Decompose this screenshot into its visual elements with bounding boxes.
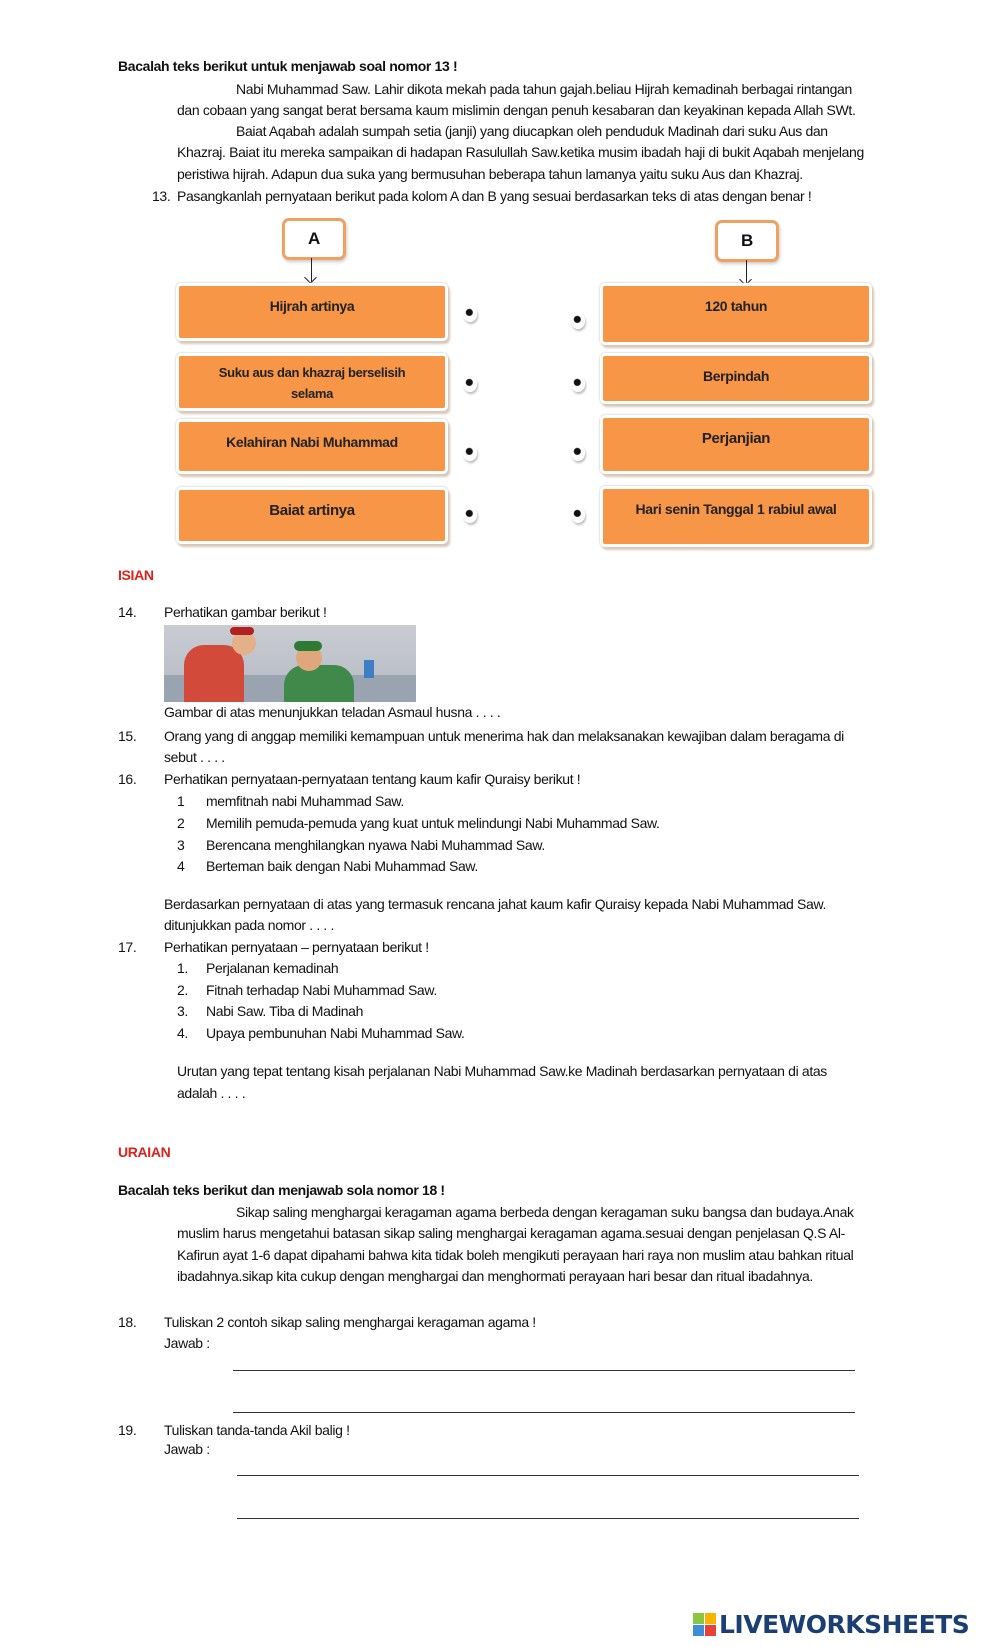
q18-paragraph-line: Sikap saling menghargai keragaman agama berbeda dengan keragaman suku bangsa dan budaya.Anak [236, 1204, 854, 1220]
connector-dot-b2[interactable] [571, 376, 585, 392]
match-b-item[interactable]: Hari senin Tanggal 1 rabiul awal [600, 486, 872, 547]
q17-item: Upaya pembunuhan Nabi Muhammad Saw. [206, 1025, 465, 1041]
q13-paragraph-line: Baiat Aqabah adalah sumpah setia (janji) yang diucapkan oleh penduduk Madinah dari suku Aus dan [236, 123, 828, 139]
connector-dot-a4[interactable] [463, 507, 477, 523]
q16-item: Memilih pemuda-pemuda yang kuat untuk melindungi Nabi Muhammad Saw. [206, 815, 660, 831]
q16-question: Perhatikan pernyataan-pernyataan tentang kaum kafir Quraisy berikut ! [164, 771, 581, 787]
column-b-header: B [715, 220, 779, 262]
q17-item-number: 2. [177, 982, 188, 998]
match-a-item[interactable]: Suku aus dan khazraj berselisih selama [176, 353, 448, 411]
logo-live-blocks-icon [693, 1613, 716, 1636]
q13-paragraph-line: dan cobaan yang sangat berat bersama kaum mislimin dengan penuh kesabaran dan keyakinan kepada Allah SWt. [177, 102, 856, 118]
q19-answer-line-2[interactable] [237, 1518, 859, 1519]
q19-number: 19. [118, 1422, 137, 1438]
q16-number: 16. [118, 771, 137, 787]
q19-question: Tuliskan tanda-tanda Akil balig ! [164, 1422, 350, 1438]
q18-number: 18. [118, 1314, 137, 1330]
q17-item-number: 3. [177, 1003, 188, 1019]
q17-followup: Urutan yang tepat tentang kisah perjalanan Nabi Muhammad Saw.ke Madinah berdasarkan pernyataan di atas [177, 1063, 827, 1079]
match-a-item[interactable]: Baiat artinya [176, 487, 448, 544]
q18-paragraph-line: muslim harus mengetahui batasan sikap saling menghargai keragaman agama.sesuai dengan penjelasan Q.S Al- [177, 1225, 845, 1241]
q17-item-number: 4. [177, 1025, 188, 1041]
logo-text: LIVEWORKSHEETS [719, 1610, 970, 1639]
q16-item-number: 3 [177, 837, 185, 853]
match-a-item[interactable]: Hijrah artinya [176, 283, 448, 341]
q18-instruction: Bacalah teks berikut dan menjawab sola nomor 18 ! [118, 1182, 445, 1198]
q16-item: Berencana menghilangkan nyawa Nabi Muhammad Saw. [206, 837, 545, 853]
connector-dot-b3[interactable] [571, 445, 585, 461]
connector-dot-b1[interactable] [571, 313, 585, 329]
q17-question: Perhatikan pernyataan – pernyataan berikut ! [164, 939, 429, 955]
q13-paragraph-line: Khazraj. Baiat itu mereka sampaikan di hadapan Rasulullah Saw.ketika musim ibadah haji di bukit Aqabah menjelang [177, 144, 864, 160]
match-b-item[interactable]: Berpindah [600, 353, 872, 404]
q16-item-number: 2 [177, 815, 185, 831]
q16-item-number: 1 [177, 793, 185, 809]
liveworksheets-logo [693, 1610, 969, 1639]
q19-answer-line-1[interactable] [237, 1475, 859, 1476]
section-isian-title: ISIAN [118, 567, 154, 583]
q17-item: Nabi Saw. Tiba di Madinah [206, 1003, 364, 1019]
q17-number: 17. [118, 939, 137, 955]
q13-question: Pasangkanlah pernyataan berikut pada kolom A dan B yang sesuai berdasarkan teks di atas dengan benar ! [177, 188, 812, 204]
connector-dot-a1[interactable] [463, 306, 477, 322]
q14-question: Perhatikan gambar berikut ! [164, 604, 327, 620]
q15-line: sebut . . . . [164, 749, 225, 765]
q17-followup: adalah . . . . [177, 1085, 246, 1101]
q18-answer-label: Jawab : [164, 1335, 210, 1351]
q16-item: Berteman baik dengan Nabi Muhammad Saw. [206, 858, 478, 874]
q15-number: 15. [118, 728, 137, 744]
q15-line: Orang yang di anggap memiliki kemampuan untuk menerima hak dan melaksanakan kewajiban dalam beragama di [164, 728, 844, 744]
connector-dot-a3[interactable] [463, 445, 477, 461]
connector-dot-b4[interactable] [571, 507, 585, 523]
q18-paragraph-line: ibadahnya.sikap kita cukup dengan menghargai dan menghormati perayaan hari besar dan ritual ibadahnya. [177, 1268, 813, 1284]
match-a-item[interactable]: Kelahiran Nabi Muhammad [176, 419, 448, 474]
q16-followup: ditunjukkan pada nomor . . . . [164, 917, 335, 933]
q18-answer-line-2[interactable] [233, 1412, 855, 1413]
q14-number: 14. [118, 604, 137, 620]
q18-answer-line-1[interactable] [233, 1370, 855, 1371]
match-b-item[interactable]: Perjanjian [600, 415, 872, 474]
section-uraian-title: URAIAN [118, 1144, 171, 1160]
q16-item: memfitnah nabi Muhammad Saw. [206, 793, 404, 809]
q18-paragraph-line: Kafirun ayat 1-6 dapat dipahami bahwa kita tidak boleh mengikuti perayaan hari raya non muslim atau bahkan ritual [177, 1247, 854, 1263]
q17-item-number: 1. [177, 960, 188, 976]
q13-instruction: Bacalah teks berikut untuk menjawab soal nomor 13 ! [118, 58, 458, 74]
q19-answer-label: Jawab : [164, 1441, 210, 1457]
q18-question: Tuliskan 2 contoh sikap saling menghargai keragaman agama ! [164, 1314, 536, 1330]
arrow-down-icon [311, 258, 312, 282]
q13-paragraph-line: peristiwa hijrah. Adapun dua suka yang bermusuhan beberapa tahun lamanya yaitu suku Aus dan Khazraj. [177, 166, 803, 182]
q16-item-number: 4 [177, 858, 185, 874]
match-b-item[interactable]: 120 tahun [600, 283, 872, 345]
q17-item: Perjalanan kemadinah [206, 960, 339, 976]
q17-item: Fitnah terhadap Nabi Muhammad Saw. [206, 982, 437, 998]
arrow-down-icon [746, 260, 747, 284]
connector-dot-a2[interactable] [463, 376, 477, 392]
q14-followup: Gambar di atas menunjukkan teladan Asmaul husna . . . . [164, 704, 501, 720]
q13-paragraph-line: Nabi Muhammad Saw. Lahir dikota mekah pada tahun gajah.beliau Hijrah kemadinah berbagai rintangan [236, 81, 852, 97]
q16-followup: Berdasarkan pernyataan di atas yang termasuk rencana jahat kaum kafir Quraisy kepada Nabi Muhammad Saw. [164, 896, 826, 912]
q13-number: 13. [152, 188, 171, 204]
column-a-header: A [282, 218, 346, 260]
q14-picture [164, 625, 416, 702]
